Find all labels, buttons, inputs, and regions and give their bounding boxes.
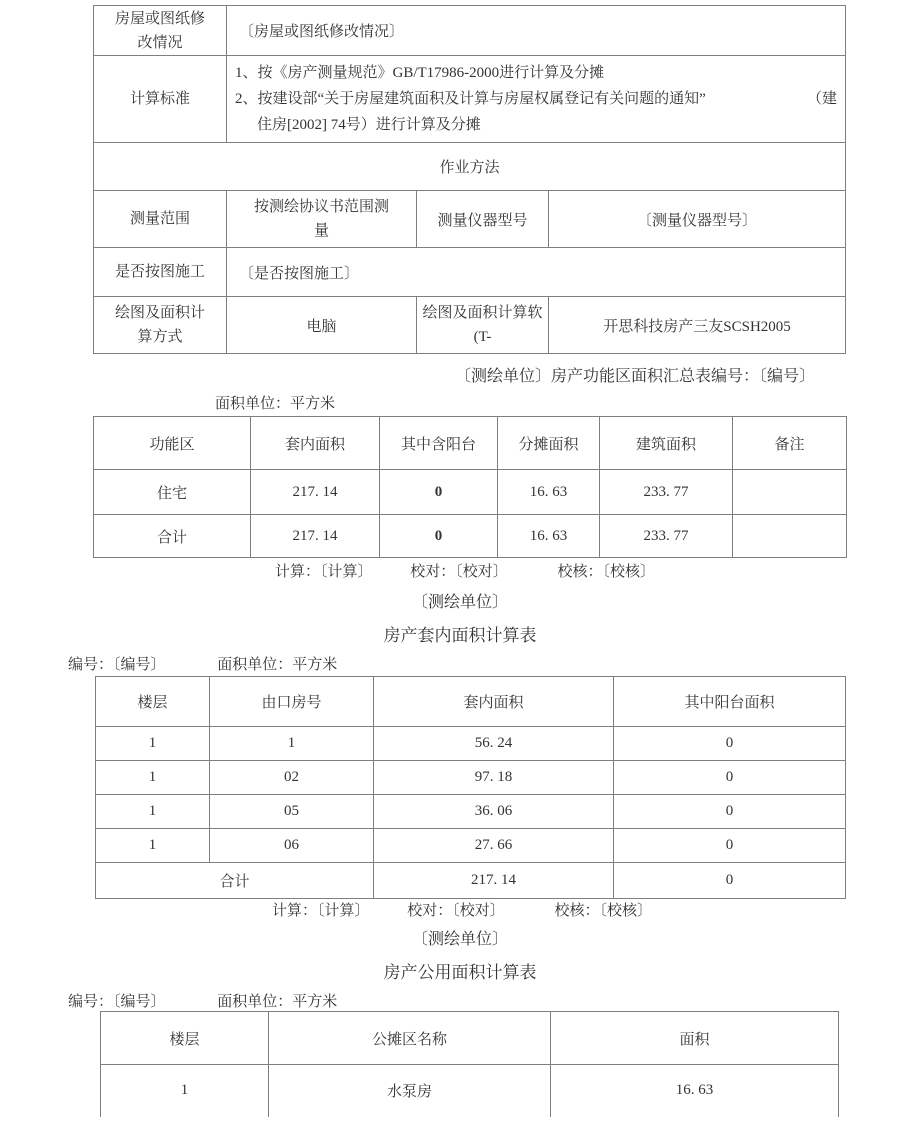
table-cell: 16. 63 [551, 1065, 839, 1117]
header-cell: 备注 [733, 417, 847, 470]
standard-line-2 [235, 86, 837, 112]
table-cell: 217. 14 [251, 470, 380, 515]
table-header-row [96, 677, 846, 727]
table-cell: 0 [614, 761, 846, 795]
table-cell: 0 [380, 470, 498, 515]
table-cell: 233. 77 [600, 515, 733, 558]
table-header-row [101, 1012, 839, 1065]
cell-section-header: 作业方法 [94, 143, 846, 191]
table-cell: 06 [210, 829, 374, 863]
table-cell: 56. 24 [374, 727, 614, 761]
cell-label: 计算标准 [94, 56, 227, 143]
table-row [94, 248, 846, 297]
section-title: 房产公用面积计算表 [383, 963, 537, 982]
table-cell: 27. 66 [374, 829, 614, 863]
table-cell: 0 [614, 795, 846, 829]
table-row [94, 143, 846, 191]
table-row [94, 191, 846, 248]
header-cell: 面积 [551, 1012, 839, 1065]
inner-area-table [95, 676, 846, 899]
table-row [101, 1065, 839, 1117]
table-row [96, 761, 846, 795]
summary-title-line: 〔测绘单位〕房产功能区面积汇总表编号：〔编号〕 [454, 368, 815, 385]
table-total-row [96, 863, 846, 899]
code-part: 编号：〔编号〕 [68, 994, 166, 1010]
header-cell: 其中含阳台 [380, 417, 498, 470]
cell-label: 测量范围 [94, 191, 227, 248]
table-row [94, 297, 846, 354]
surveyor-unit-label: 〔测绘单位〕 [411, 931, 508, 948]
sign-calc: 计算：〔计算〕 [275, 564, 373, 580]
code-part: 编号：〔编号〕 [68, 657, 166, 673]
info-table [93, 5, 846, 354]
standard-line-1: 1、按《房产测量规范》GB/T17986-2000进行计算及分摊 [235, 65, 605, 81]
sign-calc: 计算：〔计算〕 [272, 903, 370, 919]
cell-value: 〔测量仪器型号〕 [549, 191, 846, 248]
table-cell: 水泵房 [269, 1065, 551, 1117]
table-cell: 97. 18 [374, 761, 614, 795]
cell-value: 〔房屋或图纸修改情况〕 [227, 6, 846, 56]
area-unit-note: 面积单位：平方米 [215, 396, 336, 412]
table-cell: 02 [210, 761, 374, 795]
sign-line [272, 901, 920, 921]
table-cell [733, 515, 847, 558]
table-cell: 217. 14 [251, 515, 380, 558]
function-area-summary-table [93, 416, 847, 558]
table-row [96, 829, 846, 863]
table-cell: 233. 77 [600, 470, 733, 515]
header-cell: 功能区 [94, 417, 251, 470]
table-header-row [94, 417, 847, 470]
standard-line-2-tail: （建 [807, 91, 838, 107]
sign-review: 校核：〔校核〕 [557, 564, 656, 580]
table-cell: 36. 06 [374, 795, 614, 829]
unit-part: 面积单位：平方米 [217, 994, 338, 1010]
section-title: 房产套内面积计算表 [383, 626, 537, 645]
sign-proof: 校对：〔校对〕 [407, 903, 505, 919]
cell-value: 电脑 [227, 297, 417, 354]
table-cell: 05 [210, 795, 374, 829]
table-cell: 16. 63 [498, 515, 600, 558]
table-cell: 合计 [96, 863, 374, 899]
table-row [94, 6, 846, 56]
table-row [96, 795, 846, 829]
table-cell: 1 [96, 761, 210, 795]
table-cell: 1 [210, 727, 374, 761]
table-code-note [68, 656, 920, 674]
public-area-table [100, 1011, 839, 1117]
table-row [94, 470, 847, 515]
table-cell: 0 [614, 727, 846, 761]
cell-label: 绘图及面积计算软(T- [417, 297, 549, 354]
unit-part: 面积单位：平方米 [217, 657, 338, 673]
cell-value [227, 56, 846, 143]
header-cell: 由口房号 [210, 677, 374, 727]
header-cell: 建筑面积 [600, 417, 733, 470]
cell-value: 按测绘协议书范围测量 [227, 191, 417, 248]
table-cell: 1 [101, 1065, 269, 1117]
table-cell: 1 [96, 795, 210, 829]
table-cell: 217. 14 [374, 863, 614, 899]
standard-line-3: 住房[2002] 74号）进行计算及分摊 [257, 117, 481, 133]
header-cell: 楼层 [96, 677, 210, 727]
sign-review: 校核：〔校核〕 [554, 903, 653, 919]
header-cell: 分摊面积 [498, 417, 600, 470]
cell-label: 测量仪器型号 [417, 191, 549, 248]
header-cell: 其中阳台面积 [614, 677, 846, 727]
table-cell: 合计 [94, 515, 251, 558]
header-cell: 套内面积 [374, 677, 614, 727]
cell-label: 房屋或图纸修改情况 [94, 6, 227, 56]
header-cell: 楼层 [101, 1012, 269, 1065]
table-row [96, 727, 846, 761]
table-cell: 0 [614, 829, 846, 863]
sign-proof: 校对：〔校对〕 [410, 564, 508, 580]
cell-value: 开思科技房产三友SCSH2005 [549, 297, 846, 354]
table-row [94, 56, 846, 143]
sign-line [275, 562, 920, 582]
table-cell: 住宅 [94, 470, 251, 515]
surveyor-unit-label: 〔测绘单位〕 [411, 594, 508, 611]
table-cell: 0 [614, 863, 846, 899]
table-cell [733, 470, 847, 515]
table-cell: 1 [96, 727, 210, 761]
cell-label: 绘图及面积计算方式 [94, 297, 227, 354]
standard-line-2-text: 2、按建设部“关于房屋建筑面积及计算与房屋权属登记有关问题的通知” [235, 91, 706, 107]
header-cell: 公摊区名称 [269, 1012, 551, 1065]
table-row [94, 515, 847, 558]
table-code-note [68, 993, 920, 1011]
header-cell: 套内面积 [251, 417, 380, 470]
table-cell: 16. 63 [498, 470, 600, 515]
table-cell: 0 [380, 515, 498, 558]
table-cell: 1 [96, 829, 210, 863]
cell-label: 是否按图施工 [94, 248, 227, 297]
cell-value: 〔是否按图施工〕 [227, 248, 846, 297]
